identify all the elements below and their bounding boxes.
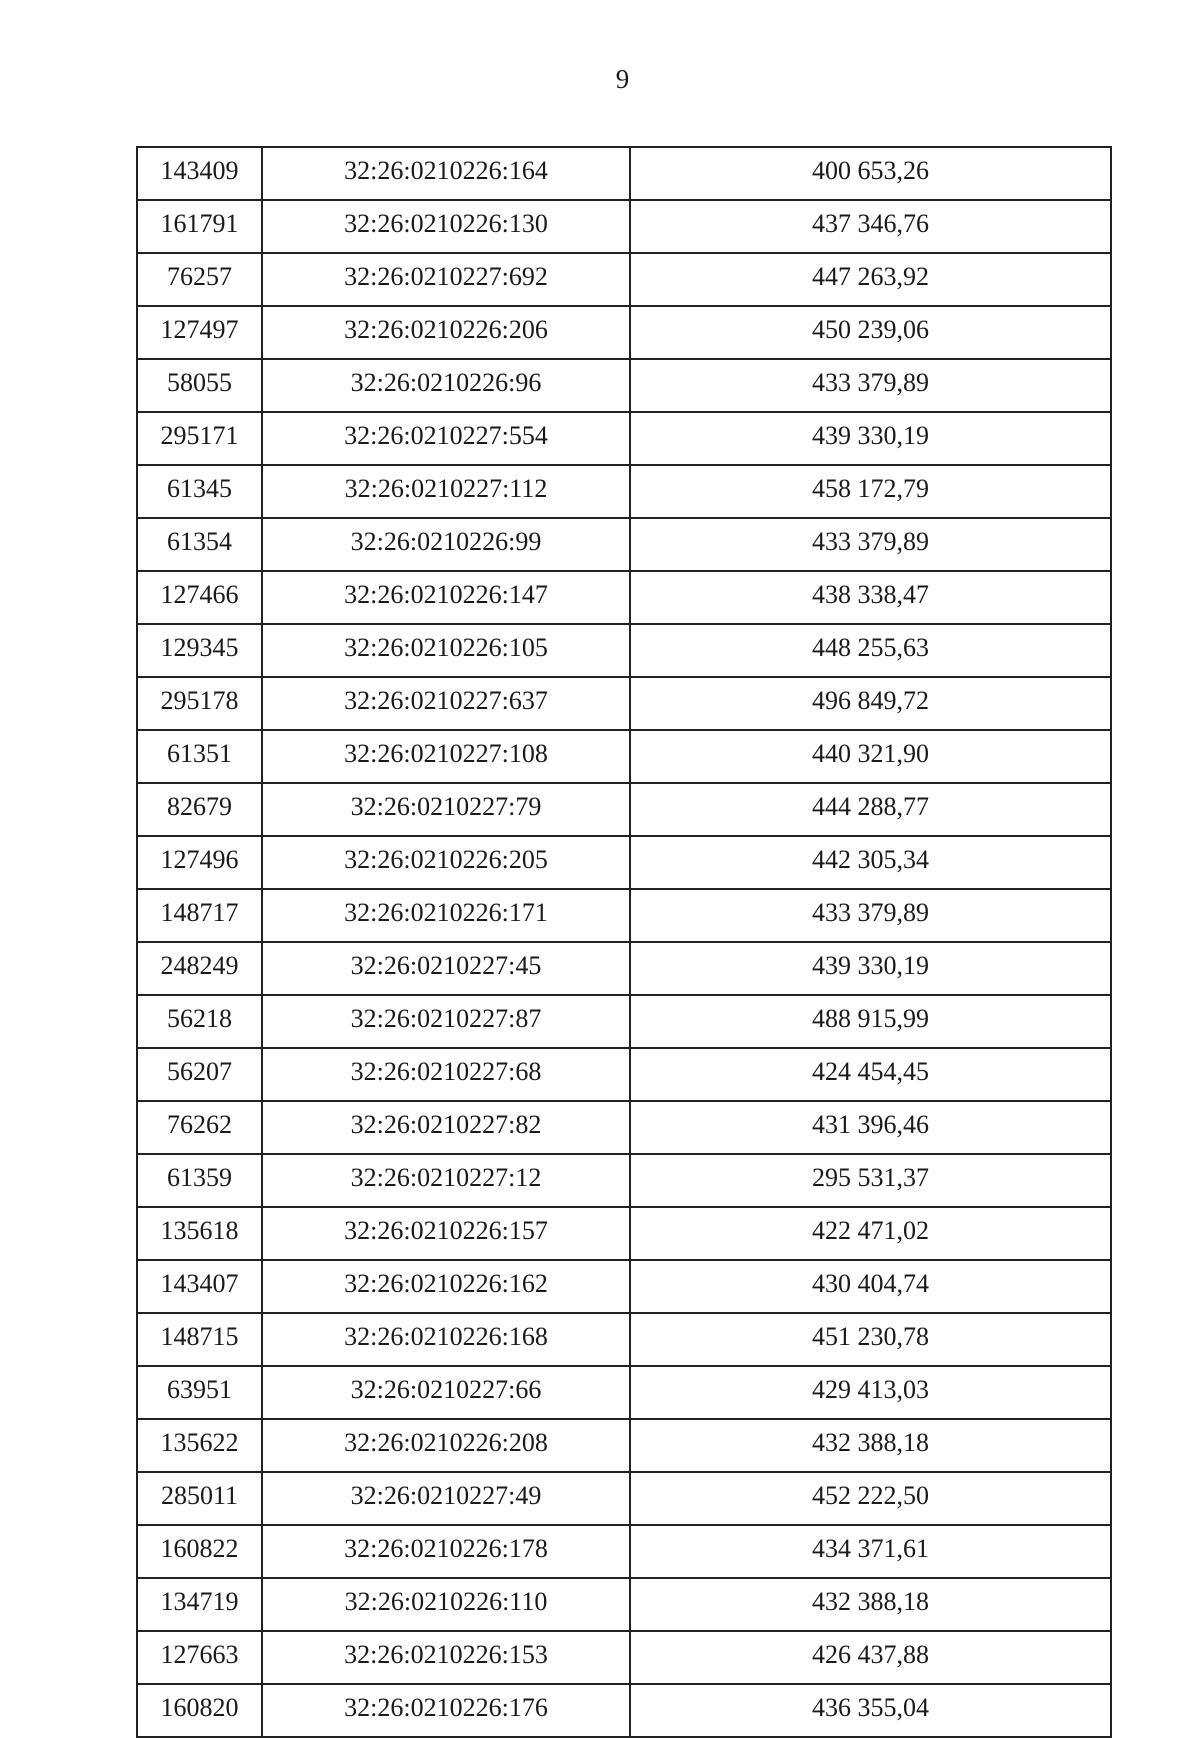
cell-id: 134719: [137, 1578, 262, 1631]
table-row: [137, 1631, 1111, 1684]
table-row: [137, 624, 1111, 677]
cell-id: 143409: [137, 147, 262, 200]
cell-id: 58055: [137, 359, 262, 412]
cell-id: 127663: [137, 1631, 262, 1684]
cell-value: 432 388,18: [630, 1419, 1111, 1472]
cell-value: 432 388,18: [630, 1578, 1111, 1631]
table-row: [137, 1525, 1111, 1578]
cell-value: 442 305,34: [630, 836, 1111, 889]
table-row: [137, 253, 1111, 306]
page-number: 9: [615, 64, 630, 94]
table-row: [137, 412, 1111, 465]
cell-id: 248249: [137, 942, 262, 995]
cell-value: 444 288,77: [630, 783, 1111, 836]
cell-cadastral-number: 32:26:0210226:206: [262, 306, 630, 359]
cell-id: 61354: [137, 518, 262, 571]
table-body: [137, 147, 1111, 1737]
cell-cadastral-number: 32:26:0210226:130: [262, 200, 630, 253]
cell-cadastral-number: 32:26:0210226:164: [262, 147, 630, 200]
cell-id: 160822: [137, 1525, 262, 1578]
cell-cadastral-number: 32:26:0210227:82: [262, 1101, 630, 1154]
cell-id: 63951: [137, 1366, 262, 1419]
cell-cadastral-number: 32:26:0210227:112: [262, 465, 630, 518]
cell-value: 439 330,19: [630, 942, 1111, 995]
table-row: [137, 1313, 1111, 1366]
cell-cadastral-number: 32:26:0210226:153: [262, 1631, 630, 1684]
table-row: [137, 836, 1111, 889]
table-row: [137, 518, 1111, 571]
cell-id: 285011: [137, 1472, 262, 1525]
cell-cadastral-number: 32:26:0210226:205: [262, 836, 630, 889]
cell-id: 61345: [137, 465, 262, 518]
cell-cadastral-number: 32:26:0210227:45: [262, 942, 630, 995]
cell-value: 438 338,47: [630, 571, 1111, 624]
cell-cadastral-number: 32:26:0210226:176: [262, 1684, 630, 1737]
cell-value: 433 379,89: [630, 359, 1111, 412]
cell-value: 422 471,02: [630, 1207, 1111, 1260]
cell-value: 430 404,74: [630, 1260, 1111, 1313]
data-table: [136, 146, 1112, 1738]
cell-cadastral-number: 32:26:0210226:162: [262, 1260, 630, 1313]
cell-cadastral-number: 32:26:0210226:105: [262, 624, 630, 677]
cell-cadastral-number: 32:26:0210227:68: [262, 1048, 630, 1101]
cell-id: 61359: [137, 1154, 262, 1207]
cell-value: 447 263,92: [630, 253, 1111, 306]
cell-id: 56218: [137, 995, 262, 1048]
cell-id: 148717: [137, 889, 262, 942]
cell-id: 61351: [137, 730, 262, 783]
cell-cadastral-number: 32:26:0210227:49: [262, 1472, 630, 1525]
cell-cadastral-number: 32:26:0210227:692: [262, 253, 630, 306]
cell-id: 295171: [137, 412, 262, 465]
cell-value: 424 454,45: [630, 1048, 1111, 1101]
cell-value: 458 172,79: [630, 465, 1111, 518]
cell-value: 448 255,63: [630, 624, 1111, 677]
cell-cadastral-number: 32:26:0210226:168: [262, 1313, 630, 1366]
cell-cadastral-number: 32:26:0210227:87: [262, 995, 630, 1048]
table-row: [137, 1419, 1111, 1472]
cell-id: 127497: [137, 306, 262, 359]
cell-value: 440 321,90: [630, 730, 1111, 783]
cell-id: 135622: [137, 1419, 262, 1472]
cell-id: 76257: [137, 253, 262, 306]
cell-id: 143407: [137, 1260, 262, 1313]
cell-cadastral-number: 32:26:0210226:171: [262, 889, 630, 942]
table-row: [137, 1684, 1111, 1737]
cell-id: 160820: [137, 1684, 262, 1737]
cell-value: 437 346,76: [630, 200, 1111, 253]
cell-value: 426 437,88: [630, 1631, 1111, 1684]
cell-value: 452 222,50: [630, 1472, 1111, 1525]
table-row: [137, 571, 1111, 624]
cell-cadastral-number: 32:26:0210226:208: [262, 1419, 630, 1472]
cell-cadastral-number: 32:26:0210227:66: [262, 1366, 630, 1419]
table-row: [137, 1207, 1111, 1260]
cell-id: 161791: [137, 200, 262, 253]
table-row: [137, 200, 1111, 253]
cell-cadastral-number: 32:26:0210226:147: [262, 571, 630, 624]
cell-value: 434 371,61: [630, 1525, 1111, 1578]
cell-id: 56207: [137, 1048, 262, 1101]
table-row: [137, 359, 1111, 412]
cell-id: 129345: [137, 624, 262, 677]
cell-cadastral-number: 32:26:0210227:12: [262, 1154, 630, 1207]
table-row: [137, 1366, 1111, 1419]
cell-value: 496 849,72: [630, 677, 1111, 730]
cell-id: 127496: [137, 836, 262, 889]
table-row: [137, 730, 1111, 783]
cell-value: 450 239,06: [630, 306, 1111, 359]
table-row: [137, 1260, 1111, 1313]
table-row: [137, 306, 1111, 359]
cell-cadastral-number: 32:26:0210226:110: [262, 1578, 630, 1631]
cell-value: 439 330,19: [630, 412, 1111, 465]
table-row: [137, 1048, 1111, 1101]
table-row: [137, 1101, 1111, 1154]
cell-value: 433 379,89: [630, 889, 1111, 942]
cell-cadastral-number: 32:26:0210227:637: [262, 677, 630, 730]
cell-id: 127466: [137, 571, 262, 624]
table-row: [137, 1472, 1111, 1525]
table-row: [137, 1154, 1111, 1207]
cell-id: 76262: [137, 1101, 262, 1154]
table-row: [137, 889, 1111, 942]
cell-cadastral-number: 32:26:0210226:178: [262, 1525, 630, 1578]
table-row: [137, 783, 1111, 836]
table-row: [137, 677, 1111, 730]
table-row: [137, 147, 1111, 200]
cell-value: 488 915,99: [630, 995, 1111, 1048]
cell-cadastral-number: 32:26:0210227:108: [262, 730, 630, 783]
cell-value: 433 379,89: [630, 518, 1111, 571]
table-row: [137, 995, 1111, 1048]
cell-cadastral-number: 32:26:0210226:157: [262, 1207, 630, 1260]
cell-cadastral-number: 32:26:0210227:79: [262, 783, 630, 836]
table-row: [137, 465, 1111, 518]
cell-cadastral-number: 32:26:0210226:99: [262, 518, 630, 571]
cell-value: 400 653,26: [630, 147, 1111, 200]
table-row: [137, 942, 1111, 995]
cell-cadastral-number: 32:26:0210227:554: [262, 412, 630, 465]
cell-id: 295178: [137, 677, 262, 730]
cell-value: 431 396,46: [630, 1101, 1111, 1154]
cell-value: 436 355,04: [630, 1684, 1111, 1737]
table-row: [137, 1578, 1111, 1631]
cell-cadastral-number: 32:26:0210226:96: [262, 359, 630, 412]
cell-value: 429 413,03: [630, 1366, 1111, 1419]
cell-id: 148715: [137, 1313, 262, 1366]
cell-value: 451 230,78: [630, 1313, 1111, 1366]
cell-value: 295 531,37: [630, 1154, 1111, 1207]
cell-id: 135618: [137, 1207, 262, 1260]
cell-id: 82679: [137, 783, 262, 836]
